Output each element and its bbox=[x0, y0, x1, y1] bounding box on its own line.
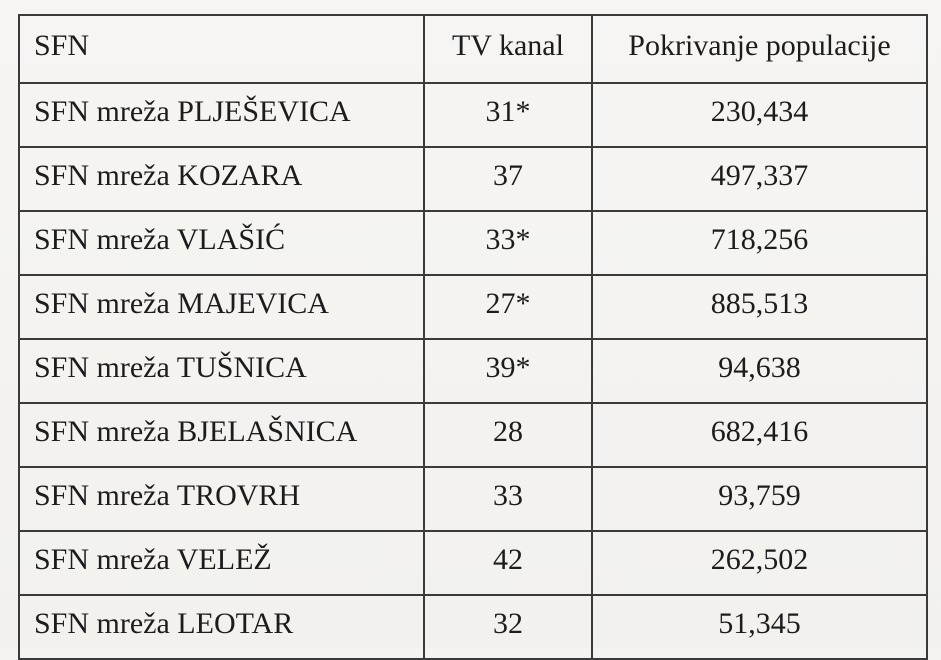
row-coverage: 51,345 bbox=[592, 595, 927, 659]
row-coverage: 262,502 bbox=[592, 531, 927, 595]
row-channel: 31* bbox=[424, 83, 592, 147]
table-row bbox=[19, 467, 927, 531]
row-channel: 33* bbox=[424, 211, 592, 275]
table-row bbox=[19, 531, 927, 595]
row-name: SFN mreža MAJEVICA bbox=[19, 275, 424, 339]
row-channel: 37 bbox=[424, 147, 592, 211]
row-coverage: 230,434 bbox=[592, 83, 927, 147]
table-row bbox=[19, 595, 927, 659]
table-row bbox=[19, 339, 927, 403]
row-coverage: 718,256 bbox=[592, 211, 927, 275]
row-name: SFN mreža TROVRH bbox=[19, 467, 424, 531]
row-name: SFN mreža TUŠNICA bbox=[19, 339, 424, 403]
row-coverage: 885,513 bbox=[592, 275, 927, 339]
row-channel: 32 bbox=[424, 595, 592, 659]
sfn-coverage-table bbox=[18, 14, 928, 660]
table-row bbox=[19, 147, 927, 211]
row-name: SFN mreža LEOTAR bbox=[19, 595, 424, 659]
table-row bbox=[19, 211, 927, 275]
row-coverage: 682,416 bbox=[592, 403, 927, 467]
table-row bbox=[19, 403, 927, 467]
header-tv-kanal: TV kanal bbox=[424, 15, 592, 83]
row-coverage: 93,759 bbox=[592, 467, 927, 531]
row-channel: 42 bbox=[424, 531, 592, 595]
row-coverage: 497,337 bbox=[592, 147, 927, 211]
table-row bbox=[19, 83, 927, 147]
header-sfn: SFN bbox=[19, 15, 424, 83]
row-channel: 28 bbox=[424, 403, 592, 467]
table-row bbox=[19, 275, 927, 339]
table-header-row bbox=[19, 15, 927, 83]
row-name: SFN mreža VELEŽ bbox=[19, 531, 424, 595]
header-pokrivanje-populacije: Pokrivanje populacije bbox=[592, 15, 927, 83]
row-name: SFN mreža KOZARA bbox=[19, 147, 424, 211]
row-coverage: 94,638 bbox=[592, 339, 927, 403]
row-channel: 39* bbox=[424, 339, 592, 403]
row-name: SFN mreža PLJEŠEVICA bbox=[19, 83, 424, 147]
row-channel: 33 bbox=[424, 467, 592, 531]
row-channel: 27* bbox=[424, 275, 592, 339]
row-name: SFN mreža BJELAŠNICA bbox=[19, 403, 424, 467]
row-name: SFN mreža VLAŠIĆ bbox=[19, 211, 424, 275]
